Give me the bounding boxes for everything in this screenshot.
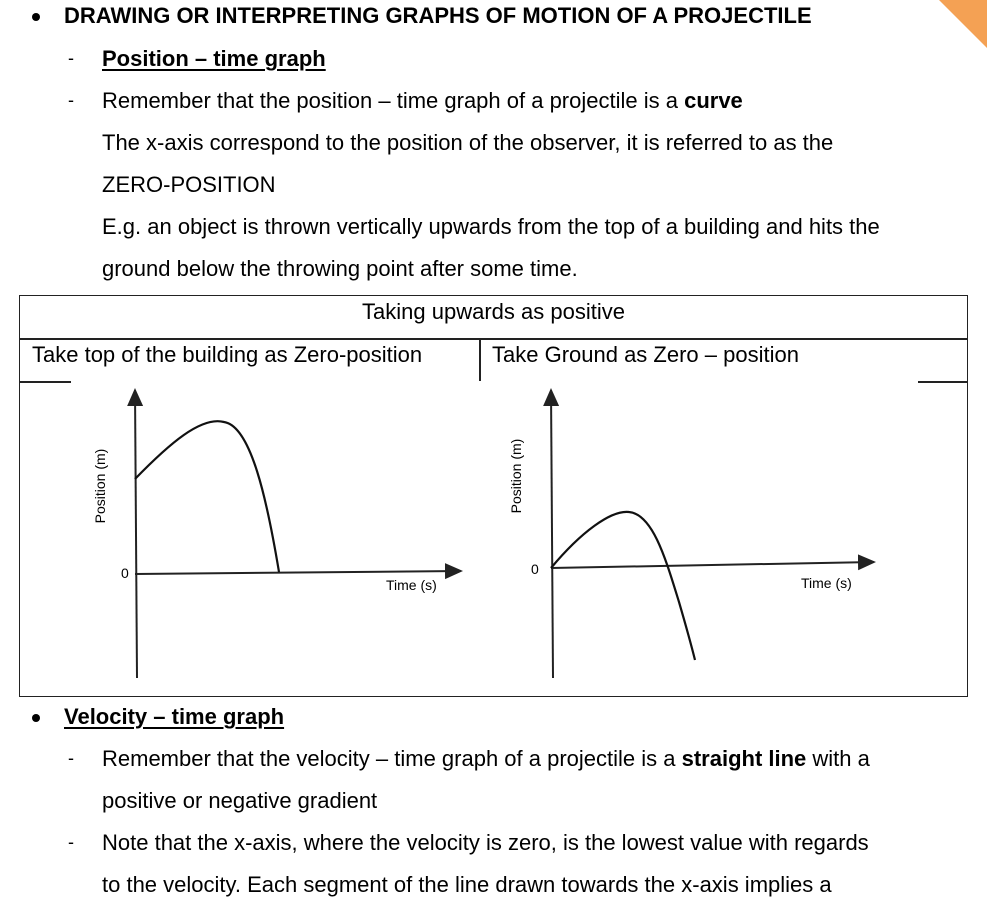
line-text: Remember that the velocity – time graph of a projectile is a	[102, 746, 682, 771]
dash: -	[68, 90, 74, 110]
line-bold: straight line	[681, 746, 807, 771]
bullet	[32, 714, 40, 722]
section1-line1	[102, 88, 743, 114]
section2-line3: Note that the x-axis, where the velocity is zero, is the lowest value with regards	[102, 830, 869, 855]
table-col-divider	[479, 338, 481, 381]
section1-line4: E.g. an object is thrown vertically upwards from the top of a building and hits the	[102, 214, 880, 239]
section1-line3: ZERO-POSITION	[102, 172, 276, 197]
graph1-ylabel: Position (m)	[92, 448, 108, 524]
dash: -	[68, 748, 74, 768]
graph2-ylabel: Position (m)	[508, 438, 524, 514]
line-text: with a	[806, 746, 870, 771]
graph1-position-time	[19, 382, 479, 696]
table-col1-header: Take top of the building as Zero-position	[32, 342, 423, 367]
graph2-curve	[551, 512, 695, 660]
table-divider	[19, 338, 968, 340]
graph1-origin: 0	[121, 565, 129, 581]
graph2-position-time	[481, 382, 967, 696]
graph2-y-axis	[551, 390, 553, 678]
section2-line4: to the velocity. Each segment of the line drawn towards the x-axis implies a	[102, 872, 832, 897]
graph2-xlabel: Time (s)	[801, 575, 852, 591]
dash: -	[68, 832, 74, 852]
line1-text: Remember that the position – time graph of a projectile is a	[102, 88, 685, 113]
section2-line1	[102, 746, 870, 772]
line1-bold: curve	[684, 88, 743, 113]
page-heading: DRAWING OR INTERPRETING GRAPHS OF MOTION OF A PROJECTILE	[64, 3, 812, 28]
graph1-y-axis	[135, 390, 137, 678]
graph1-curve	[135, 421, 279, 572]
bullet	[32, 13, 40, 21]
corner-decoration	[939, 0, 987, 48]
section1-line2: The x-axis correspond to the position of the observer, it is referred to as the	[102, 130, 834, 155]
table-col2-header: Take Ground as Zero – position	[492, 342, 799, 367]
section1-line5: ground below the throwing point after some time.	[102, 256, 578, 281]
graph1-x-axis	[135, 571, 461, 574]
graph2-origin: 0	[531, 561, 539, 577]
graph1-xlabel: Time (s)	[386, 577, 437, 593]
table-header: Taking upwards as positive	[362, 299, 625, 324]
dash: -	[68, 48, 74, 68]
section1-title: Position – time graph	[102, 46, 326, 71]
section2-title: Velocity – time graph	[64, 704, 285, 729]
section2-line2: positive or negative gradient	[102, 788, 378, 813]
graph2-x-axis	[551, 562, 874, 568]
